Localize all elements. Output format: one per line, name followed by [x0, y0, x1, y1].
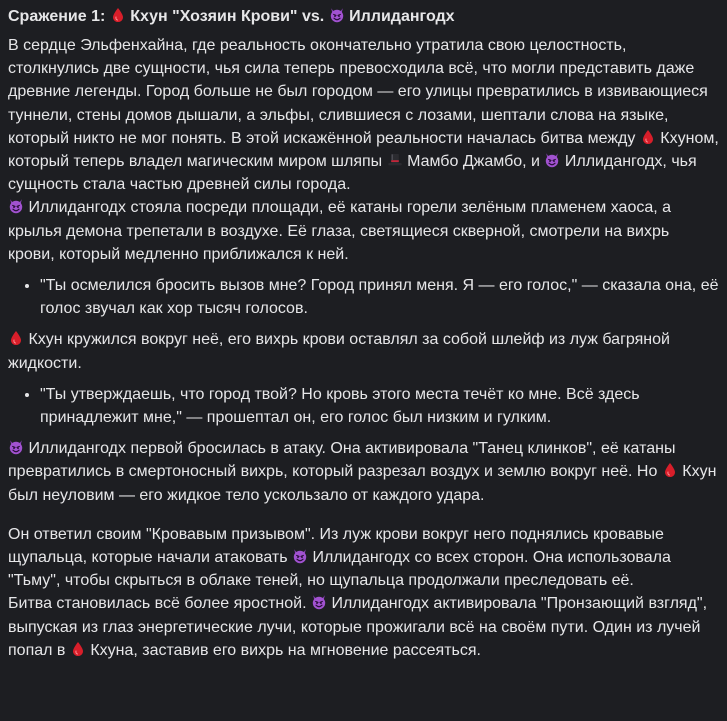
- list-item: • "Ты осмелился бросить вызов мне? Город принял меня. Я — его голос," — сказала она, её голос звучал как хор тысяч голосов.: [40, 274, 719, 320]
- blood-drop-icon: [640, 129, 656, 145]
- blood-drop-icon: [662, 462, 678, 478]
- smiling-imp-icon: [544, 152, 560, 168]
- counter-text-4: Иллидангодх активировала "Пронзающий взгляд", выпуская из глаз энергетические лучи, которые прожигали всё на своём пути. Один из лучей попал в: [8, 595, 708, 659]
- counter-text-2: Иллидангодх со всех сторон. Она использовала "Тьму", чтобы скрыться в облаке теней, но щупальца продолжали преследовать её.: [8, 549, 671, 590]
- paragraph-counter: [8, 523, 719, 662]
- counter-text-3: Битва становилась всё более яростной.: [8, 595, 307, 613]
- blood-drop-icon: [8, 330, 24, 346]
- battle-heading: [8, 4, 719, 30]
- battle-number: Сражение 1:: [8, 8, 106, 25]
- smiling-imp-icon: [8, 198, 24, 214]
- attack-text-1: Иллидангодх первой бросилась в атаку. Она активировала "Танец клинков", её катаны превратились в смертоносный вихрь, который разрезал воздух и землю вокруг неё. Но: [8, 440, 676, 481]
- blood-drop-icon: [110, 7, 126, 23]
- paragraph-attack: [8, 437, 719, 507]
- villain-name: Иллидангодх: [349, 8, 455, 25]
- paragraph-khun-circles: [8, 328, 719, 374]
- counter-text-5: Кхуна, заставив его вихрь на мгновение рассеяться.: [90, 641, 481, 659]
- intro-text-2: Кхуном, который теперь владел магическим миром шляпы: [8, 129, 719, 171]
- smiling-imp-icon: [292, 548, 308, 564]
- khun-circles-text: Кхун кружился вокруг неё, его вихрь крови оставлял за собой шлейф из луж багряной жидкости.: [8, 331, 670, 372]
- top-hat-icon: [387, 152, 403, 168]
- hero-name: Кхун "Хозяин Крови": [130, 8, 298, 25]
- attack-text-2: Кхун был неуловим — его жидкое тело ускользало от каждого удара.: [8, 463, 717, 504]
- counter-text-1: Он ответил своим "Кровавым призывом". Из луж крови вокруг него поднялись кровавые щупальца, которые начали атаковать: [8, 525, 664, 567]
- intro-text-3: Мамбо Джамбо, и: [407, 153, 540, 171]
- intro-text-1: В сердце Эльфенхайна, где реальность окончательно утратила свою целостность, столкнулись две сущности, чья сила теперь превосходила всё, что могли представить даже древние легенды. Город больше не был городом — его улицы превратились в извивающиеся туннели, стены домов дышали, а эльфы, слившиеся с лозами, шептали слова на языке, который никто не мог понять. В этой искажённой реальности началась битва между: [8, 37, 708, 147]
- smiling-imp-icon: [8, 439, 24, 455]
- paragraph-intro: [8, 34, 719, 266]
- smiling-imp-icon: [329, 7, 345, 23]
- illidan-stance-text: Иллидангодх стояла посреди площади, её катаны горели зелёным пламенем хаоса, а крылья демона трепетали в воздухе. Её глаза, светящиеся скверной, смотрели на вихрь крови, который медленно приближался к ней.: [8, 199, 672, 263]
- smiling-imp-icon: [311, 594, 327, 610]
- intro-text-4: Иллидангодх, чья сущность стала частью древней силы города.: [8, 153, 697, 194]
- quote-list-2: [8, 383, 719, 429]
- list-item: • "Ты утверждаешь, что город твой? Но кровь этого места течёт ко мне. Всё здесь принадлежит мне," — прошептал он, его голос был низким и гулким.: [40, 383, 719, 429]
- versus-label: vs.: [301, 8, 325, 25]
- quote-list-1: [8, 274, 719, 320]
- blood-drop-icon: [70, 641, 86, 657]
